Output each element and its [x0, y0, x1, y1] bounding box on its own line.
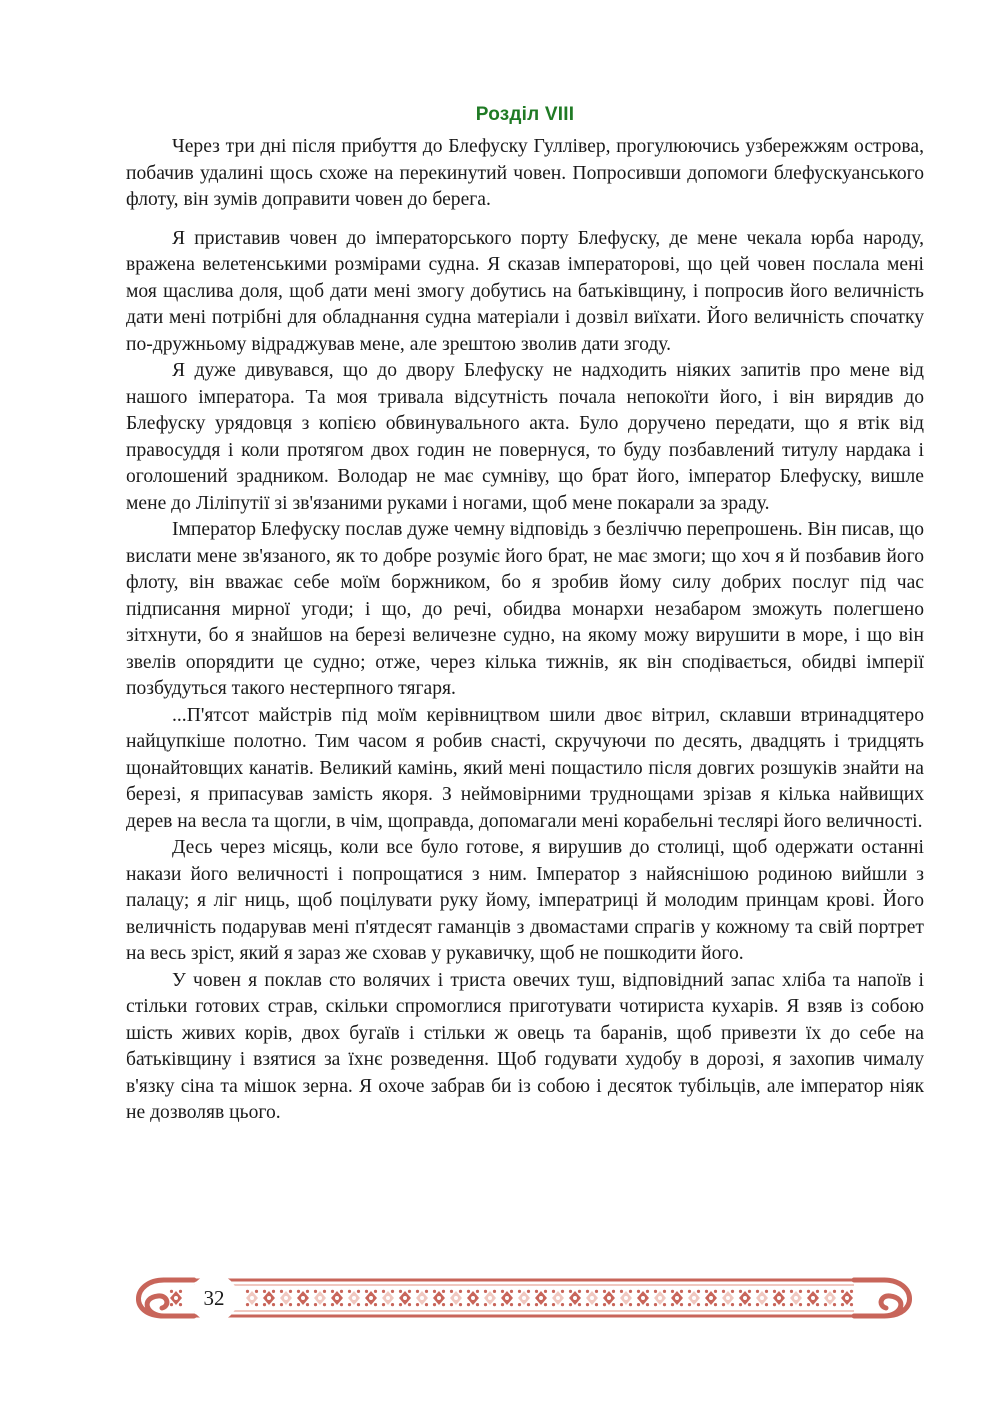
paragraph-2: Я приставив човен до імператорського порту Блефуску, де мене чекала юрба народу, вражена велетенськими розмірами судна. Я сказав імператорові, що цей човен послала мені моя щаслива доля, щоб дати мені змогу добутись на батьківщину, і попросив його величність дати мені потрібні для обладнання судна матеріали і дозвіл виїхати. Його величність спочатку по-дружньому відраджував мене, але зрештою зволив дати згоду.	[126, 227, 924, 355]
ornament-motif	[705, 1290, 717, 1306]
ornament-motif	[790, 1290, 802, 1306]
ornament-motif	[586, 1290, 598, 1306]
page-footer	[124, 1272, 924, 1324]
ornament-motif	[331, 1290, 343, 1306]
ornament-motif	[501, 1290, 513, 1306]
page-content	[126, 104, 924, 1127]
ornament-motif	[484, 1290, 496, 1306]
ornament-motif	[467, 1290, 479, 1306]
ornament-motif	[773, 1290, 785, 1306]
ornament-motif	[688, 1290, 700, 1306]
ornament-motif	[348, 1290, 360, 1306]
ornament-motif	[433, 1290, 445, 1306]
ornament-motif	[654, 1290, 666, 1306]
ornament-motif	[722, 1290, 734, 1306]
ornament-motif	[382, 1290, 394, 1306]
paragraph-7: У човен я поклав сто волячих і триста овечих туш, відповідний запас хліба та напоїв і стільки готових страв, скільки спромоглися приготувати чотириста кухарів. Я взяв із собою шість живих корів, двох бугаїв і стільки ж овець та баранів, щоб привезти їх до себе на батьківщину і взятися за їхнє розведення. Щоб годувати худобу в дорозі, я захопив чималу в'язку сіна та мішок зерна. Я охоче забрав би із собою і десяток тубільців, але імператор ніяк не дозволяв цього.	[126, 969, 924, 1123]
chapter-title: Розділ VIII	[475, 104, 575, 125]
ornament-motif	[450, 1290, 462, 1306]
ornament-motif	[365, 1290, 377, 1306]
folk-ornament-band-icon	[124, 1272, 924, 1324]
ornament-motif	[671, 1290, 683, 1306]
page-number: 32	[203, 1285, 225, 1310]
ornament-motif	[246, 1290, 258, 1306]
ornament-motif	[552, 1290, 564, 1306]
ornament-motif	[620, 1290, 632, 1306]
ornament-motif	[637, 1290, 649, 1306]
ornament-motif	[280, 1290, 292, 1306]
ornament-motif	[739, 1290, 751, 1306]
page-number-badge	[190, 1274, 238, 1322]
ornament-motif	[518, 1290, 530, 1306]
ornament-motif	[535, 1290, 547, 1306]
ornament-motif	[314, 1290, 326, 1306]
ornament-motif	[297, 1290, 309, 1306]
ornament-motif	[416, 1290, 428, 1306]
ornament-motif	[807, 1290, 819, 1306]
paragraph-4: Імператор Блефуску послав дуже чемну відповідь з безліччю перепрошень. Він писав, що вислати мене зв'язаного, як то добре розуміє його брат, не має змоги; що хоч я й позбавив його флоту, він вважає себе моїм боржником, бо я зробив йому силу добрих послуг під час підписання мирної угоди; і що, до речі, обидва монархи незабаром зможуть полегшено зітхнути, бо я знайшов на березі величезне судно, на якому можу вирушити в море, і що він звелів опорядити це судно; отже, через кілька тижнів, як він сподівається, обидві імперії позбудуться такого нестерпного тягаря.	[126, 519, 924, 699]
ornament-motif	[399, 1290, 411, 1306]
paragraph-6: Десь через місяць, коли все було готове, я вирушив до столиці, щоб одержати останні накази його величності і попрощатися з ним. Імператор з найяснішою родиною вийшли з палацу; я ліг ниць, щоб поцілувати руку йому, імператриці й молодим принцам крові. Його величність подарував мені п'ятдесят гаманців з двомастами спрагів у кожному та свій портрет на весь зріст, який я зараз же сховав у рукавичку, щоб не пошкодити його.	[126, 837, 924, 964]
ornament-motif	[841, 1290, 853, 1306]
paragraph-1: Через три дні після прибуття до Блефуску Гуллівер, прогулюючись узбережжям острова, побачив удалині щось схоже на перекинутий човен. Попросивши допомоги блефускуанського флоту, він зумів доправити човен до берега.	[126, 136, 924, 210]
ornament-motif	[569, 1290, 581, 1306]
ornament-motif	[824, 1290, 836, 1306]
paragraph-5: ...П'ятсот майстрів під моїм керівництвом шили двоє вітрил, склавши втринадцятеро найцупкіше полотно. Тим часом я робив снасті, скручуючи по десять, двадцять і тридцять щонайтовщих канатів. Великий камінь, який мені пощастило після довгих розшуків знайти на березі, я припасував замість якоря. З неймовірними труднощами зрізав я кілька найвищих дерев на весла та щогли, в чім, щоправда, допомагали мені корабельні теслярі його величності.	[126, 704, 924, 832]
ornament-motif	[263, 1290, 275, 1306]
ornament-motif	[756, 1290, 768, 1306]
ornament-motif	[603, 1290, 615, 1306]
paragraph-3: Я дуже дивувався, що до двору Блефуску не надходить ніяких запитів про мене від нашого імператора. Та моя тривала відсутність почала непокоїти його, і він вирядив до Блефуску урядовця з копією обвинувального акта. Було доручено передати, що я втік від правосуддя і коли протягом двох годин не повернуся, то буду позбавлений титулу нардака і оголошений зрадником. Володар не має сумніву, що брат його, імператор Блефуску, вишле мене до Ліліпутії зі зв'язаними руками і ногами, щоб мене покарали за зраду.	[126, 360, 924, 514]
ornament-motif	[170, 1290, 182, 1306]
